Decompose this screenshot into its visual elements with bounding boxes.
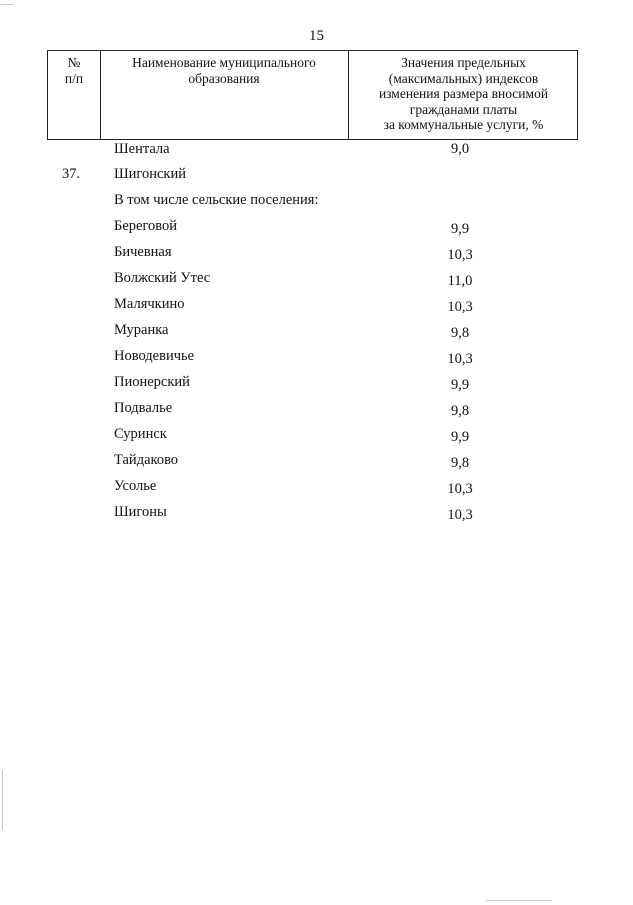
header-line: Наименование муниципального xyxy=(132,55,316,70)
scan-artifact xyxy=(0,4,14,5)
index-value: 9,8 xyxy=(450,403,470,419)
municipality-name: Тайдаково xyxy=(114,452,179,468)
header-line: гражданами платы xyxy=(409,101,518,117)
index-value: 10,3 xyxy=(447,351,473,367)
municipality-name: Шигонский xyxy=(114,166,186,182)
table-row xyxy=(0,400,633,420)
table-row xyxy=(0,504,633,524)
table-row xyxy=(0,348,633,368)
municipality-name: В том числе сельские поселения: xyxy=(114,192,319,208)
municipality-name: Пионерский xyxy=(114,374,190,390)
index-value: 11,0 xyxy=(447,273,473,289)
page-number: 15 xyxy=(309,28,324,44)
municipality-name: Шигоны xyxy=(114,504,167,520)
table-row xyxy=(0,218,633,238)
header-line: № xyxy=(67,55,81,70)
table-row xyxy=(0,452,633,472)
table-row xyxy=(0,322,633,342)
municipality-name: Суринск xyxy=(114,426,167,442)
table-row xyxy=(0,141,633,161)
municipality-name: Усолье xyxy=(114,478,157,494)
municipality-name: Береговой xyxy=(114,218,178,234)
index-value: 10,3 xyxy=(447,247,473,263)
municipality-name: Бичевная xyxy=(114,244,172,260)
table-row xyxy=(0,192,633,212)
index-value: 9,9 xyxy=(450,429,470,445)
index-value: 9,0 xyxy=(450,141,470,157)
index-value: 9,9 xyxy=(450,221,470,237)
municipality-name: Шентала xyxy=(114,141,170,157)
scan-artifact xyxy=(2,770,3,830)
header-line: за коммунальные услуги, % xyxy=(383,117,544,133)
index-value: 10,3 xyxy=(447,507,473,523)
scan-artifact xyxy=(486,900,552,901)
header-line: п/п xyxy=(64,70,84,86)
table-row xyxy=(0,426,633,446)
index-value: 10,3 xyxy=(447,299,473,315)
municipality-name: Подвалье xyxy=(114,400,173,416)
table-row xyxy=(0,296,633,316)
index-value: 10,3 xyxy=(447,481,473,497)
table-row xyxy=(0,166,633,186)
municipality-name: Волжский Утес xyxy=(114,270,211,286)
index-value: 9,8 xyxy=(450,455,470,471)
table-row xyxy=(0,270,633,290)
header-line: (максимальных) индексов xyxy=(388,70,539,86)
index-value: 9,9 xyxy=(450,377,470,393)
header-line: Значения предельных xyxy=(401,55,526,70)
table-row xyxy=(0,244,633,264)
municipality-name: Новодевичье xyxy=(114,348,195,364)
header-line: изменения размера вносимой xyxy=(378,86,549,102)
index-value: 9,8 xyxy=(450,325,470,341)
header-line: образования xyxy=(188,70,260,86)
table-row xyxy=(0,374,633,394)
table-row xyxy=(0,478,633,498)
municipality-name: Малячкино xyxy=(114,296,185,312)
row-number: 37. xyxy=(62,166,81,182)
municipality-name: Муранка xyxy=(114,322,169,338)
